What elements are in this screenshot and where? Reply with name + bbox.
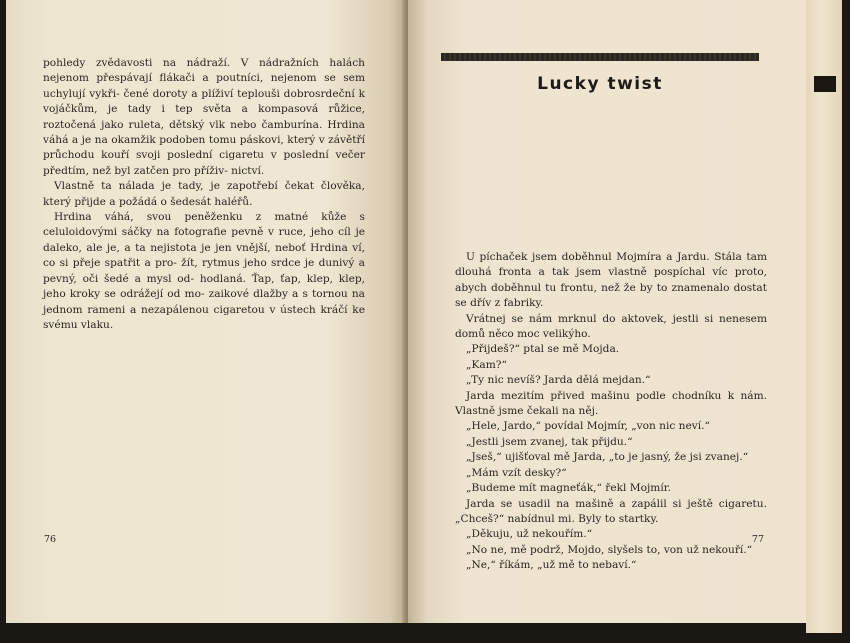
paragraph: „Jestli jsem zvanej, tak přijdu.“ (466, 435, 633, 448)
paragraph: „Ty nic nevíš? Jarda dělá mejdan.“ (466, 374, 651, 387)
paragraph: „No ne, mě podrž, Mojdo, slyšels to, von už nekouří.“ (466, 543, 753, 556)
bookmark-tab (814, 76, 836, 92)
right-page (408, 0, 806, 623)
paragraph: Vlastně ta nálada je tady, je zapotřebí čekat člověka, který přijde a požádá o šedesát haléřů. (43, 180, 365, 208)
right-page-text (455, 250, 767, 574)
paragraph: U píchaček jsem doběhnul Mojmíra a Jardu. Stála tam dlouhá fronta a tak jsem vlastně pospíchal víc proto, abych doběhnul tu frontu, než že by to znamenalo dostat se dřív z fabriky. (455, 251, 767, 310)
paragraph: „Jseš,“ ujišťoval mě Jarda, „to je jasný, že jsi zvanej.“ (466, 451, 749, 464)
background-strip (842, 0, 850, 643)
paragraph: „Hele, Jardo,“ povídal Mojmír, „von nic neví.“ (466, 420, 710, 433)
left-page (6, 0, 406, 623)
left-page-text (43, 56, 365, 333)
paragraph: Hrdina váhá, svou peněženku z matné kůže s celuloidovými sáčky na fotografie pevně v ruce, jeho cíl je daleko, ale je, a ta nejistota je jen vnější, neboť Hrdina ví, co si přeje spatřit a pro- žít, rytmus jeho srdce je dunivý a pevný, oči šedé a mysl od- hodlaná. Ťap, ťap, klep, klep, jeho kroky se odrážejí od mo- zaikové dlažby a s tornou na jednom rameni a nezapálenou cigaretou v ústech kráčí ke svému vlaku. (43, 211, 365, 331)
chapter-rule (441, 53, 759, 61)
chapter-title: Lucky twist (537, 74, 663, 94)
page-number: 76 (44, 534, 57, 545)
paragraph: „Budeme mít magneťák,“ řekl Mojmír. (466, 482, 671, 495)
page-edges (806, 0, 844, 633)
paragraph: „Kam?“ (466, 358, 507, 371)
paragraph: „Přijdeš?“ ptal se mě Mojda. (466, 343, 620, 356)
paragraph: pohledy zvědavosti na nádraží. V nádražních halách nejenom přespávají flákači a poutníci, nejenom se sem uchylují vykři- čené doroty a plíživí teplouši dobrosrdeční k vojáčkům, je tady i tep světa a kompasová růžice, roztočená jako ruleta, dětský vlk nebo čamburína. Hrdina váhá a je na okamžik podoben tomu páskovi, který v závětří průchodu kouří svoji poslední cigaretu v poslední večer předtím, než byl zatčen pro příživ- nictví. (43, 57, 365, 177)
paragraph: „Mám vzít desky?“ (466, 466, 567, 479)
paragraph: Jarda se usadil na mašině a zapálil si ještě cigaretu. „Chceš?“ nabídnul mi. Byly to startky. (455, 497, 767, 525)
paragraph: Jarda mezitím přived mašinu podle chodníku k nám. Vlastně jsme čekali na něj. (455, 389, 767, 418)
paragraph: „Děkuju, už nekouřím.“ (466, 528, 593, 541)
paragraph: „Ne,“ říkám, „už mě to nebaví.“ (466, 559, 637, 572)
paragraph: Vrátnej se nám mrknul do aktovek, jestli si nenesem domů něco moc velikýho. (455, 312, 767, 341)
page-number: 77 (751, 534, 764, 545)
